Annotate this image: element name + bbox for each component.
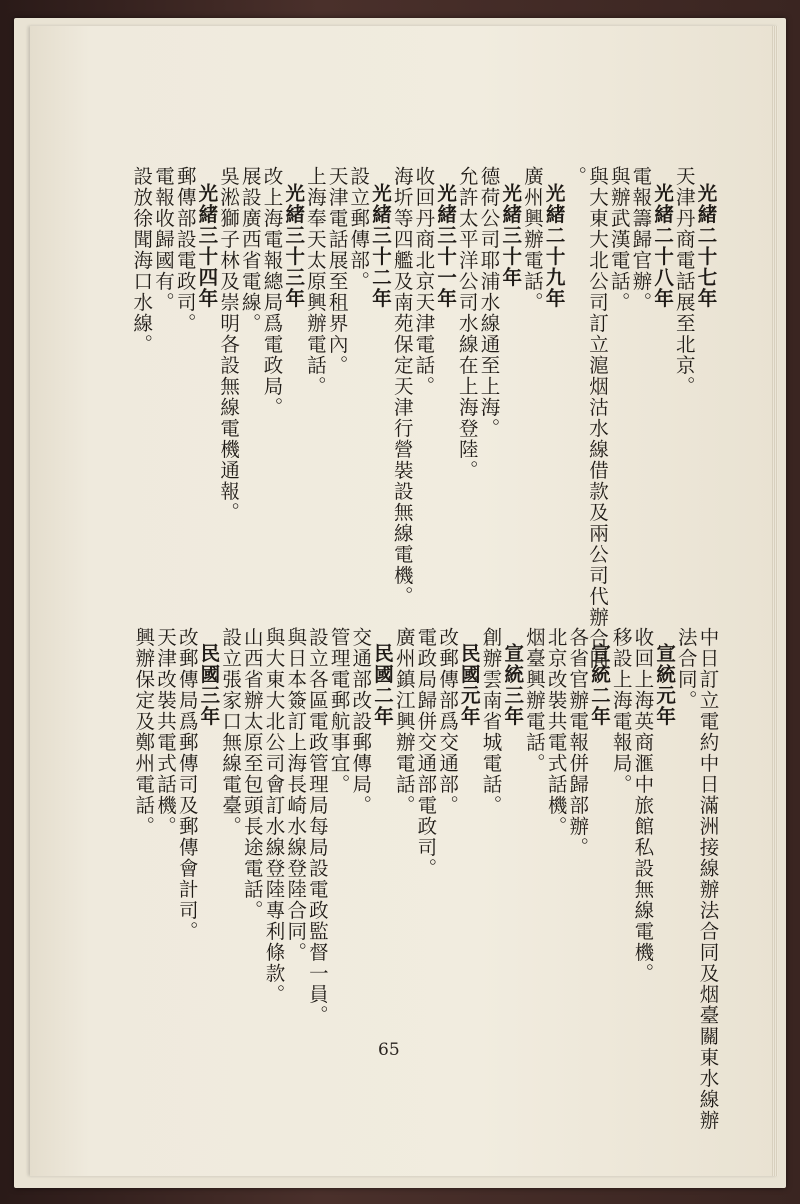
entry-line: 收回上海英商滙中旅館私設無線電機。 (631, 627, 655, 984)
entry-line: 設放徐聞海口水線。 (130, 166, 154, 355)
entry-line: 吳淞獅子林及崇明各設無線電機通報。 (217, 166, 241, 523)
entry-line: 廣州興辦電話。 (520, 166, 544, 313)
entry-line: 海圻等四艦及南苑保定天津行營裝設無線電機。 (390, 166, 414, 607)
entry-line: 法合同。 (674, 627, 698, 711)
year-heading: 宣統元年 (653, 643, 677, 727)
entry-line: 中日訂立電約中日滿洲接線辦法合同及烟臺關東水線辦 (696, 627, 720, 1131)
year-heading: 宣統三年 (501, 643, 525, 727)
year-heading: 民國三年 (197, 643, 221, 727)
entry-line: 與日本簽訂上海長崎水線登陸合同。 (284, 627, 308, 963)
entry-line: 交通部改設郵傳局。 (349, 627, 373, 816)
entry-line: 改上海電報總局爲電政局。 (260, 166, 284, 418)
year-heading: 光緒三十二年 (369, 183, 392, 309)
entry-line: 電報籌歸官辦。 (629, 166, 653, 313)
entry-line: 天津丹商電話展至北京。 (672, 166, 696, 397)
entry-line: 郵傳部設電政司。 (173, 166, 197, 334)
entry-line: 設立張家口無線電臺。 (219, 627, 243, 837)
entry-line: 上海奉天太原興辦電話。 (303, 166, 327, 397)
entry-line: 興辦保定及鄭州電話。 (132, 627, 156, 837)
entry-line: 與大東大北公司會訂水線登陸專利條款。 (262, 627, 286, 1005)
entry-line: 電政局歸併交通部電政司。 (414, 627, 438, 879)
entry-line: 收回丹商北京天津電話。 (412, 166, 436, 397)
entry-line: 山西省辦太原至包頭長途電話。 (240, 627, 264, 921)
entry-line: 天津電話展至租界內。 (325, 166, 349, 376)
entry-line: 與大東大北公司訂立滬烟沽水線借款及兩公司代辦合同 (586, 166, 609, 670)
entry-line: 設立郵傳部。 (347, 166, 371, 292)
entry-line: 烟臺興辦電話。 (522, 627, 546, 774)
entry-line: 設立各區電政管理局每局設電政監督一員。 (305, 627, 329, 1026)
year-heading: 民國二年 (371, 643, 394, 727)
entry-line: 廣州鎮江興辦電話。 (392, 627, 416, 816)
entry-line: 。 (564, 166, 588, 187)
year-heading: 宣統二年 (588, 643, 611, 727)
page-number: 65 (378, 1040, 400, 1060)
entry-line: 改郵傳局爲郵傳司及郵傳會計司。 (175, 627, 199, 942)
year-heading: 光緒二十九年 (542, 183, 566, 309)
year-heading: 民國元年 (457, 643, 481, 727)
year-heading: 光緒三十三年 (282, 183, 306, 309)
year-heading: 光緒三十四年 (195, 183, 219, 309)
year-heading: 光緒三十年 (499, 183, 523, 288)
entry-line: 德荷公司耶浦水線通至上海。 (477, 166, 501, 439)
entry-line: 北京改裝共電式話機。 (544, 627, 568, 837)
year-heading: 光緒二十七年 (694, 183, 718, 309)
entry-line: 各省官辦電報併歸部辦。 (566, 627, 590, 858)
entry-line: 創辦雲南省城電話。 (479, 627, 503, 816)
entry-line: 允許太平洋公司水線在上海登陸。 (455, 166, 479, 481)
entry-line: 管理電郵航事宜。 (327, 627, 351, 795)
year-heading: 光緒三十一年 (434, 183, 458, 309)
entry-line: 展設廣西省電線。 (238, 166, 262, 334)
entry-line: 移設上海電報局。 (609, 627, 633, 795)
entry-line: 天津改裝共電式話機。 (154, 627, 177, 837)
entry-line: 改郵傳部爲交通部。 (436, 627, 460, 816)
page-edge (772, 26, 778, 1176)
entry-line: 與辦武漢電話。 (607, 166, 631, 313)
entry-line: 電報收歸國有。 (152, 166, 175, 313)
year-heading: 光緒二十八年 (651, 183, 675, 309)
